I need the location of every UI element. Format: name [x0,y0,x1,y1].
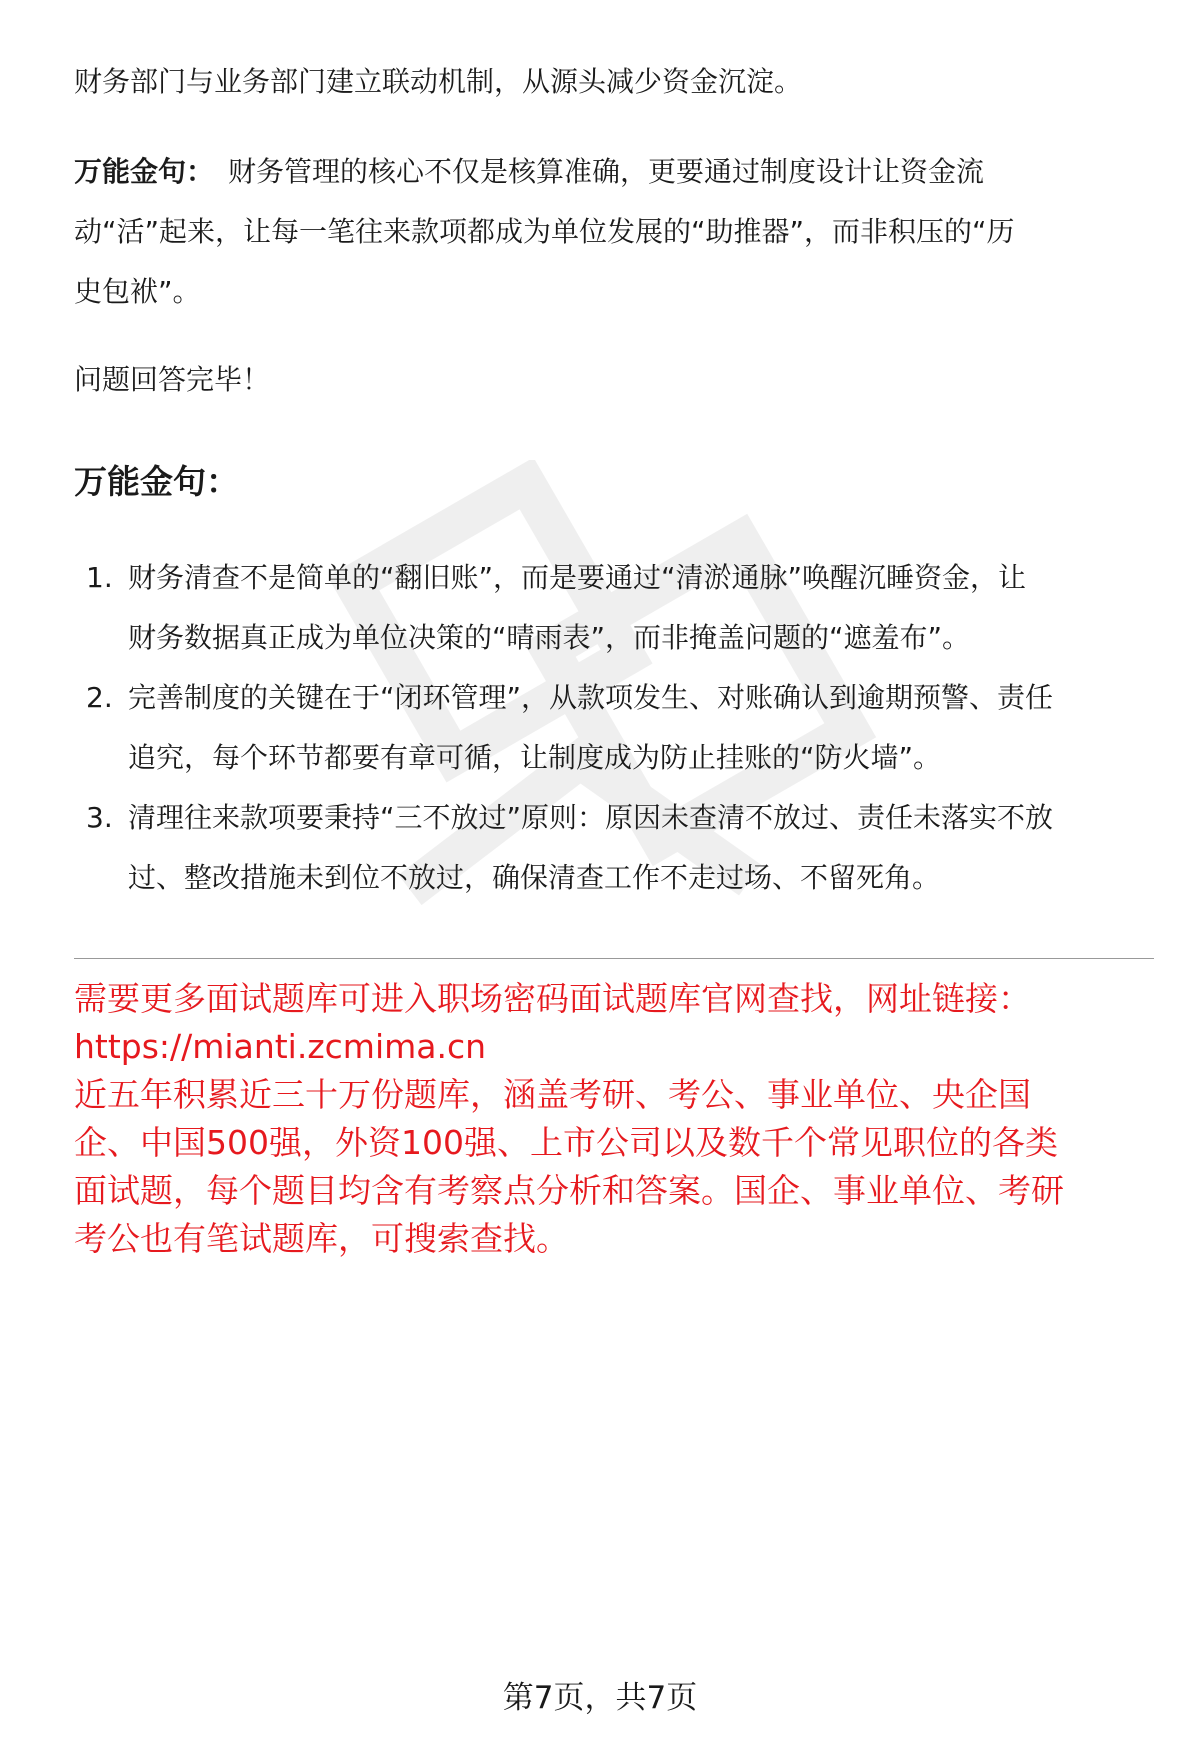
section-heading: 万能金句： [74,462,239,501]
list-item-number: 1. [86,561,113,594]
golden-sentence-line3: 史包袱”。 [74,275,201,308]
list-item [74,668,1144,788]
golden-sentence-label: 万能金句： [74,155,215,188]
promo-line: 企、中国500强，外资100强、上市公司以及数千个常见职位的各类 [74,1123,1058,1162]
list-item-line2: 财务数据真正成为单位决策的“晴雨表”，而非掩盖问题的“遮羞布”。 [128,621,971,654]
promo-line: 近五年积累近三十万份题库，涵盖考研、考公、事业单位、央企国 [74,1075,1031,1114]
golden-sentences-list [74,548,1144,908]
list-item-line1: 财务清查不是简单的“翻旧账”，而是要通过“清淤通脉”唤醒沉睡资金，让 [128,561,1027,594]
list-item [74,548,1144,668]
golden-sentence-line2: 动“活”起来，让每一笔往来款项都成为单位发展的“助推器”，而非积压的“历 [74,215,1015,248]
list-item-line1: 清理往来款项要秉持“三不放过”原则：原因未查清不放过、责任未落实不放 [128,801,1054,834]
answer-complete-text: 问题回答完毕！ [74,363,271,396]
golden-sentence-line1: 财务管理的核心不仅是核算准确，更要通过制度设计让资金流 [228,155,985,188]
list-item-line2: 过、整改措施未到位不放过，确保清查工作不走过场、不留死角。 [128,861,941,894]
list-item-line1: 完善制度的关键在于“闭环管理”，从款项发生、对账确认到逾期预警、责任 [128,681,1054,714]
intro-line: 财务部门与业务部门建立联动机制，从源头减少资金沉淀。 [74,65,803,98]
promo-block [74,975,1164,1263]
promo-line: 需要更多面试题库可进入职场密码面试题库官网查找，网址链接： [74,979,1031,1018]
list-item [74,788,1144,908]
list-item-line2: 追究，每个环节都要有章可循，让制度成为防止挂账的“防火墙”。 [128,741,942,774]
list-item-number: 2. [86,681,113,714]
promo-line: 面试题，每个题目均含有考察点分析和答案。国企、事业单位、考研 [74,1171,1064,1210]
list-item-number: 3. [86,801,113,834]
page-footer: 第7页，共7页 [502,1680,698,1716]
promo-line: 考公也有笔试题库，可搜索查找。 [74,1219,569,1258]
promo-url-link[interactable]: https://mianti.zcmima.cn [74,1027,487,1066]
divider-line [74,958,1154,959]
